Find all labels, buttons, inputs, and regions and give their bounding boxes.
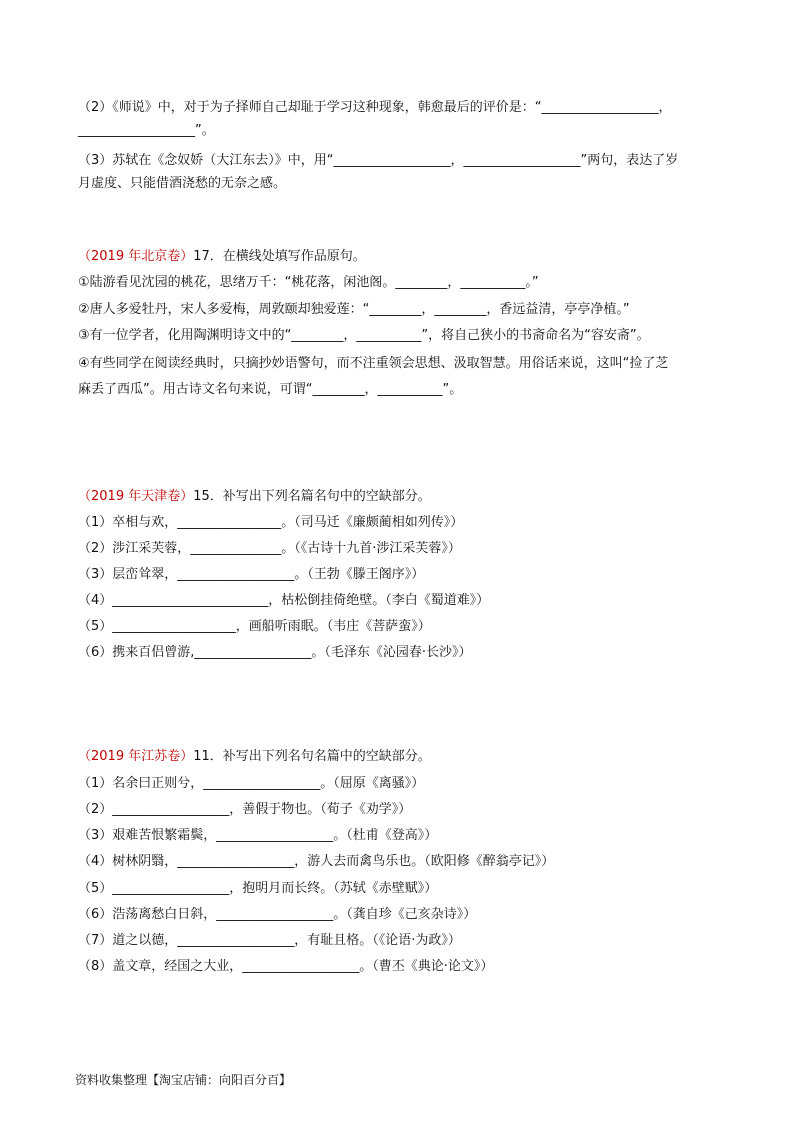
beijing-item-4-line-2: 麻丢了西瓜”。用古诗文名句来说，可谓“________，__________”。 (78, 382, 463, 397)
question-3-line-2: 月虚度、只能借酒浇愁的无奈之感。 (78, 176, 287, 191)
footer-source-note: 资料收集整理【淘宝店铺：向阳百分百】 (75, 1073, 292, 1087)
beijing-item-1: ①陆游看见沈园的桃花，思绪万千：“桃花落，闲池阁。________，__________。” (78, 275, 539, 290)
question-2-line-2: __________________”。 (78, 123, 215, 138)
jiangsu-item-3: （3）艰难苦恨繁霜鬓，__________________。（杜甫《登高》） (78, 828, 438, 843)
tianjin-item-2: （2）涉江采芙蓉，______________。（《古诗十九首·涉江采芙蓉》） (78, 541, 461, 556)
tianjin-item-3: （3）层峦耸翠，__________________。（王勃《滕王阁序》） (78, 567, 425, 582)
tianjin-item-1: （1）卒相与欢，________________。（司马迁《廉颇蔺相如列传》） (78, 515, 464, 530)
jiangsu-item-1: （1）名余曰正则兮，__________________。（屈原《离骚》） (78, 776, 425, 791)
question-3-line-1: （3）苏轼在《念奴娇（大江东去）》中，用“__________________，__________________”两句，表达了岁 (78, 153, 679, 168)
jiangsu-question-header (78, 746, 431, 768)
jiangsu-item-2: （2）__________________，善假于物也。（荀子《劝学》） (78, 802, 412, 817)
beijing-heading: 17．在横线处填写作品原句。 (193, 249, 366, 264)
tianjin-item-5: （5）___________________，画船听雨眠。（韦庄《菩萨蛮》） (78, 619, 431, 634)
jiangsu-item-5: （5）__________________，抱明月而长终。（苏轼《赤壁赋》） (78, 881, 438, 896)
beijing-item-4-line-1: ④有些同学在阅读经典时，只摘抄妙语警句，而不注重领会思想、汲取智慧。用俗话来说，这叫“捡了芝 (78, 356, 669, 371)
beijing-source-tag: （2019 年北京卷） (78, 249, 194, 264)
beijing-item-3: ③有一位学者，化用陶渊明诗文中的“________，__________”，将自己狭小的书斋命名为“容安斋”。 (78, 328, 650, 343)
tianjin-item-6: （6）携来百侣曾游,__________________。（毛泽东《沁园春·长沙》） (78, 645, 472, 660)
tianjin-question-header (78, 486, 431, 508)
jiangsu-item-7: （7）道之以德，__________________，有耻且格。（《论语·为政》） (78, 933, 461, 948)
jiangsu-item-4: （4）树林阴翳，__________________，游人去而禽鸟乐也。（欧阳修《醉翁亭记》） (78, 854, 555, 869)
question-2-line-1: （2）《师说》中，对于为子择师自己却耻于学习这种现象，韩愈最后的评价是：“__________________， (78, 100, 672, 115)
tianjin-heading: 15．补写出下列名篇名句中的空缺部分。 (193, 489, 431, 504)
jiangsu-item-6: （6）浩荡离愁白日斜，__________________。（龚自珍《己亥杂诗》） (78, 907, 477, 922)
beijing-item-2: ②唐人多爱牡丹，宋人多爱梅，周敦颐却独爱莲：“________，________，香远益清，亭亭净植。” (78, 302, 630, 317)
beijing-question-header (78, 246, 366, 268)
jiangsu-source-tag: （2019 年江苏卷） (78, 749, 194, 764)
jiangsu-heading: 11．补写出下列名句名篇中的空缺部分。 (193, 749, 431, 764)
tianjin-item-4: （4）________________________，枯松倒挂倚绝壁。（李白《蜀道难》） (78, 593, 490, 608)
jiangsu-item-8: （8）盖文章，经国之大业，__________________。（曹丕《典论·论文》） (78, 959, 494, 974)
tianjin-source-tag: （2019 年天津卷） (78, 489, 194, 504)
